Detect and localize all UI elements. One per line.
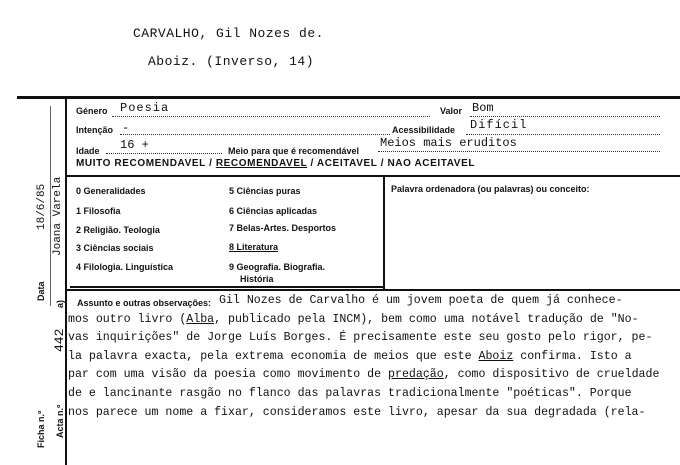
underlined-term: Alba	[186, 312, 215, 326]
observation-text-run: nos parece um nome a fixar, consideramos este livro, apesar da sua degradada (rela-	[68, 405, 646, 419]
category-4: 4 Filologia. Linguística	[76, 262, 174, 272]
valor-dots	[470, 116, 660, 117]
category-7: 7 Belas-Artes. Desportos	[229, 223, 337, 233]
category-8-selected: 8 Literatura	[229, 242, 279, 252]
literatura-box	[70, 286, 383, 288]
observations-label: Assunto e outras observações:	[77, 298, 212, 308]
underlined-term: predação	[388, 368, 444, 382]
rec-muito: MUITO RECOMENDAVEL	[76, 158, 206, 169]
reviewer-signature: Joana Varela	[52, 176, 64, 256]
acta-suffix: a)	[55, 299, 65, 308]
data-label: Data	[36, 281, 46, 301]
keywords-label: Palavra ordenadora (ou palavras) ou conceito:	[391, 184, 590, 194]
observation-text-run: Gil Nozes de Carvalho é um jovem poeta de quem já conhece-	[219, 294, 623, 307]
observation-line	[68, 329, 676, 348]
book-author: CARVALHO, Gil Nozes de.	[133, 26, 324, 41]
book-title: Aboiz. (Inverso, 14)	[148, 54, 315, 69]
observation-text-run: confirma. Isto a	[513, 349, 632, 363]
rec-sep: /	[205, 158, 216, 169]
intencao-value: -	[122, 121, 130, 135]
observation-line	[68, 348, 676, 367]
acta-value: 442	[52, 328, 67, 352]
observation-text-run: vas inquirições" de Jorge Luís Borges. É precisamente este seu gosto pelo rigor, pe-	[68, 331, 653, 345]
acta-label: Acta n.º	[55, 404, 65, 438]
category-9-cont: História	[240, 274, 274, 284]
observation-line	[68, 404, 676, 423]
observations-top-border	[67, 289, 680, 291]
category-5: 5 Ciências puras	[229, 186, 301, 196]
observations-text	[68, 292, 676, 422]
observation-text-run: par com uma visão da poesia como movimento de	[68, 368, 389, 382]
category-9: 9 Geografia. Biografia.	[229, 262, 326, 272]
valor-label: Valor	[440, 106, 463, 116]
observation-text-run: de e lancinante rasgão no flanco das palavras tradicionalmente "poéticas". Porque	[68, 386, 632, 400]
recommendation-scale	[76, 158, 475, 169]
acessibilidade-label: Acessibilidade	[392, 125, 456, 135]
observation-text-run: , publicado pela INCM), bem como uma notável tradução de "No-	[214, 312, 639, 326]
genero-dots	[112, 116, 430, 117]
meio-value: Meios mais eruditos	[380, 136, 517, 150]
observation-line	[68, 366, 676, 385]
idade-dots	[106, 153, 222, 154]
genero-value: Poesia	[120, 101, 170, 115]
idade-value: 16 +	[120, 138, 149, 152]
strip-line	[50, 106, 51, 306]
observation-line	[68, 385, 676, 404]
observation-text-run: , como dispositivo de crueldade	[443, 368, 660, 382]
meio-label: Meio para que é recomendável	[228, 146, 360, 156]
rec-recomendavel-selected: RECOMENDAVEL	[215, 158, 308, 169]
ficha-label: Ficha n.º	[36, 410, 46, 448]
card-top-border	[17, 96, 680, 99]
acessibilidade-value: Difícil	[470, 118, 528, 132]
category-3: 3 Ciências sociais	[76, 243, 154, 253]
observation-text-run: mos outro livro (	[68, 312, 187, 326]
observation-line	[68, 311, 676, 330]
intencao-dots	[120, 134, 390, 135]
meio-dots	[378, 151, 660, 152]
data-value: 18/6/85	[36, 183, 48, 230]
underlined-term: Aboiz	[478, 349, 514, 363]
category-2: 2 Religião. Teologia	[76, 225, 160, 235]
categories-top-border	[67, 175, 680, 177]
intencao-label: Intenção	[76, 125, 114, 135]
valor-value: Bom	[472, 101, 494, 115]
rec-rest: / ACEITAVEL / NAO ACEITAVEL	[307, 158, 476, 169]
category-6: 6 Ciências aplicadas	[229, 206, 318, 216]
category-1: 1 Filosofia	[76, 206, 121, 216]
acessibilidade-dots	[466, 134, 660, 135]
observation-line	[68, 292, 676, 311]
category-0: 0 Generalidades	[76, 186, 146, 196]
card-left-strip-border	[65, 98, 67, 465]
idade-label: Idade	[76, 146, 100, 156]
categories-divider	[383, 176, 385, 290]
genero-label: Género	[76, 106, 108, 116]
observation-text-run: la palavra exacta, pela extrema economia de meios que este	[68, 349, 479, 363]
